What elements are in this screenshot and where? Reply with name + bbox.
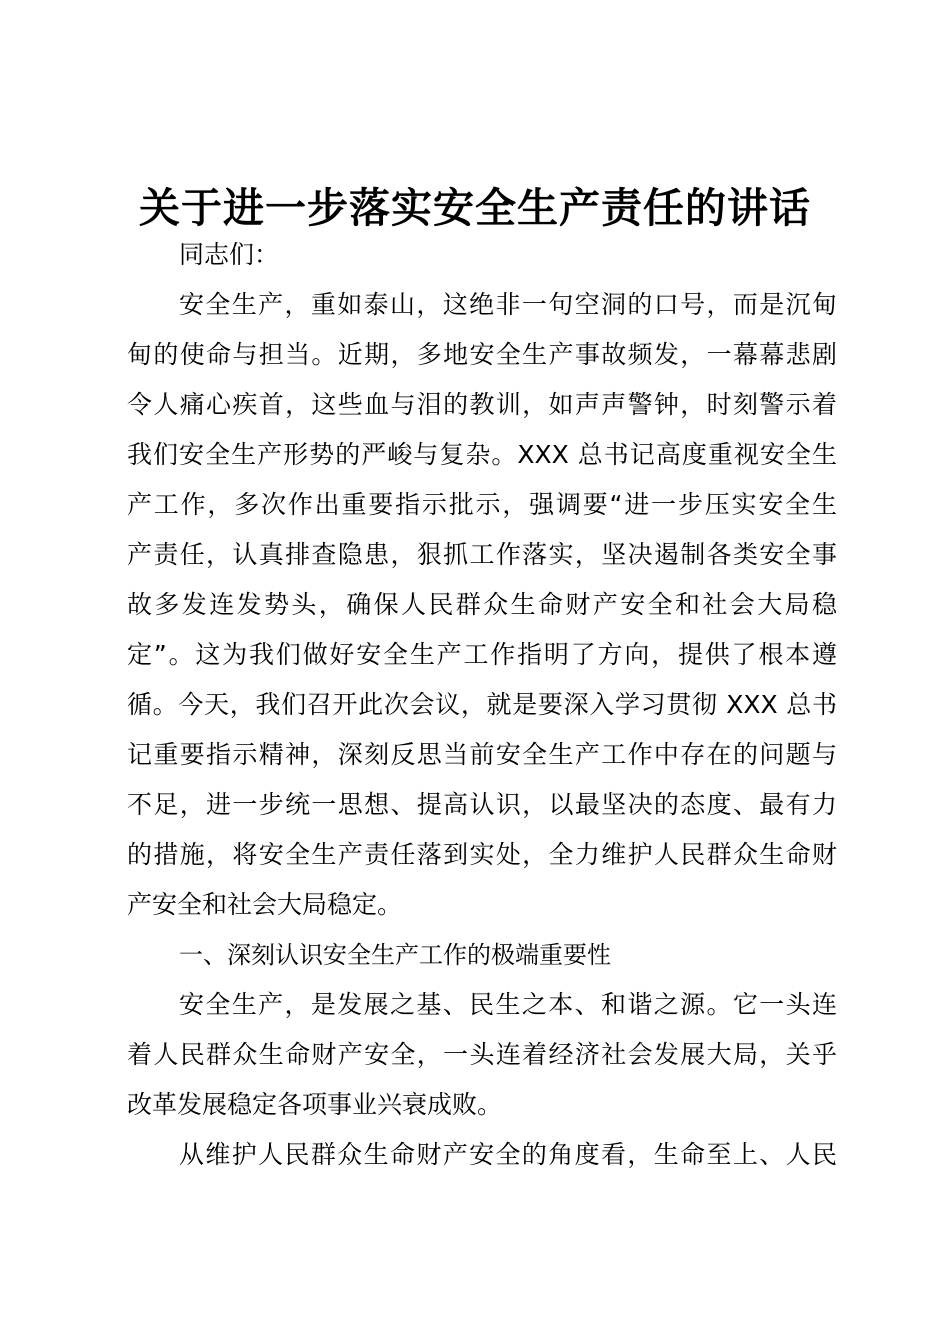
paragraph-line: 着人民群众生命财产安全，一头连着经济社会发展大局，关乎	[127, 1040, 837, 1069]
salutation: 同志们：	[179, 240, 280, 269]
paragraph-1	[127, 280, 837, 930]
paragraph-line: 我们安全生产形势的严峻与复杂。XXX 总书记高度重视安全生	[127, 440, 837, 469]
paragraph-line: 定”。这为我们做好安全生产工作指明了方向，提供了根本遵	[127, 640, 837, 669]
paragraph-line: 产责任，认真排查隐患，狠抓工作落实，坚决遏制各类安全事	[127, 540, 837, 569]
section-heading: 一、深刻认识安全生产工作的极端重要性	[179, 941, 611, 969]
document-title: 关于进一步落实安全生产责任的讲话	[139, 184, 811, 232]
paragraph-line: 安全生产，是发展之基、民生之本、和谐之源。它一头连	[179, 990, 837, 1019]
paragraph-line: 从维护人民群众生命财产安全的角度看，生命至上、人民	[179, 1140, 837, 1169]
paragraph-line: 不足，进一步统一思想、提高认识，以最坚决的态度、最有力	[127, 790, 837, 819]
paragraph-line: 故多发连发势头，确保人民群众生命财产安全和社会大局稳	[127, 590, 837, 619]
paragraph-line: 令人痛心疾首，这些血与泪的教训，如声声警钟，时刻警示着	[127, 390, 837, 419]
document-body	[127, 230, 837, 1180]
paragraph-line: 的措施，将安全生产责任落到实处，全力维护人民群众生命财	[127, 840, 837, 869]
paragraph-line: 甸的使命与担当。近期，多地安全生产事故频发，一幕幕悲剧	[127, 340, 837, 369]
paragraph-3	[127, 1130, 837, 1180]
paragraph-line: 产安全和社会大局稳定。	[127, 890, 403, 919]
paragraph-2	[127, 980, 837, 1130]
paragraph-line: 产工作，多次作出重要指示批示，强调要“进一步压实安全生	[127, 490, 837, 519]
paragraph-line: 安全生产，重如泰山，这绝非一句空洞的口号，而是沉甸	[179, 290, 837, 319]
paragraph-line: 改革发展稳定各项事业兴衰成败。	[127, 1090, 503, 1119]
paragraph-line: 循。今天，我们召开此次会议，就是要深入学习贯彻 XXX 总书	[127, 690, 837, 719]
paragraph-line: 记重要指示精神，深刻反思当前安全生产工作中存在的问题与	[127, 740, 837, 769]
